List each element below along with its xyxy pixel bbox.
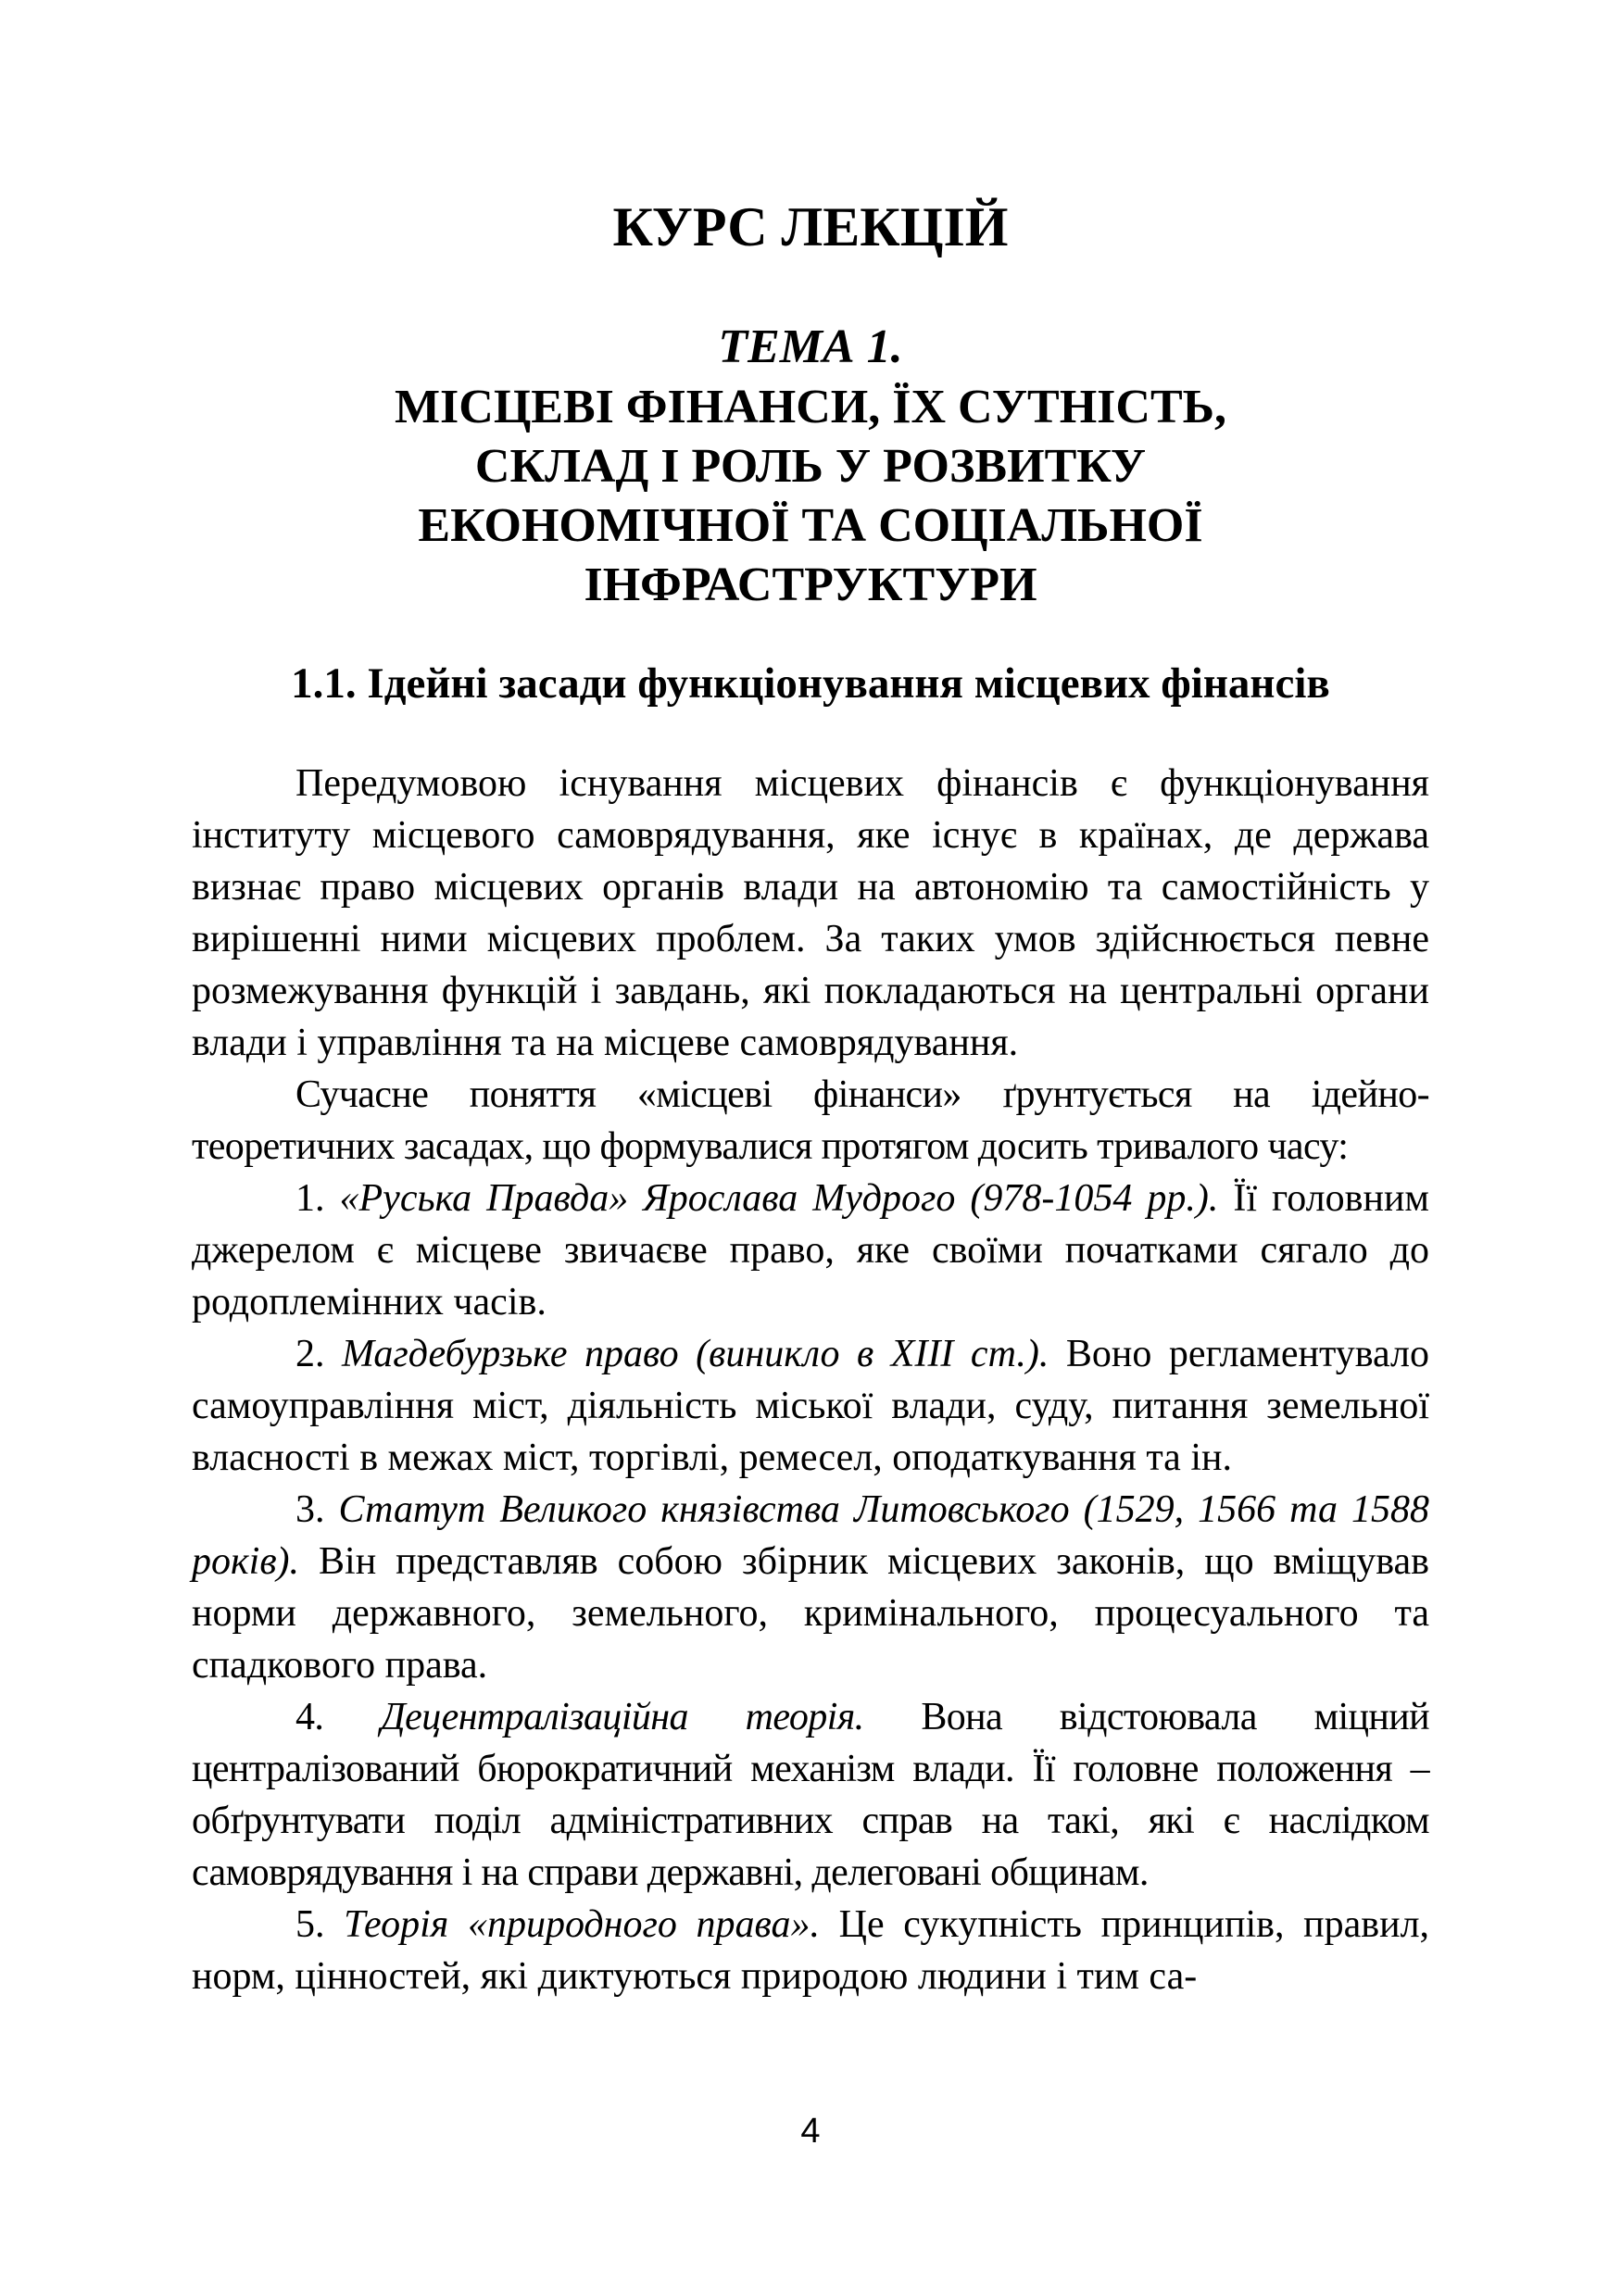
topic-title-line: ЕКОНОМІЧНОЇ ТА СОЦІАЛЬНОЇ	[418, 499, 1203, 552]
item-number: 5.	[295, 1903, 325, 1946]
topic-label: ТЕМА 1.	[718, 320, 903, 373]
course-title: КУРС ЛЕКЦІЙ	[612, 196, 1009, 257]
section-heading: 1.1. Ідейні засади функціонування місцевих фінансів	[291, 659, 1330, 708]
item-number: 2.	[295, 1333, 325, 1375]
item-text: Він представляв собою збірник місцевих законів, що вміщував норми державного, земельного, кримінального, процесуального та спадкового права.	[192, 1540, 1429, 1687]
intro-paragraph: Передумовою існування місцевих фінансів є функціонування інституту місцевого самоврядування, яке існує в країнах, де держава визнає право місцевих органів влади на автономію та самостійність у вирішенні ними місцевих проблем. За таких умов здійснюється певне розмежування функцій і завдань, які покладаються на центральні органи влади і управління та на місцеве самоврядування.	[192, 762, 1429, 1064]
item-number: 4.	[295, 1696, 324, 1738]
item-title: «Руська Правда» Ярослава Мудрого (978-1054 рр.).	[339, 1177, 1219, 1220]
list-item	[192, 1173, 1429, 1328]
item-text: Її головним джерелом є місцеве звичаєве право, яке своїми початками сягало до родоплемінних часів.	[192, 1177, 1429, 1324]
item-number: 3.	[295, 1488, 325, 1531]
item-title: Теорія «природного права».	[344, 1903, 820, 1946]
list-item	[192, 1691, 1429, 1899]
topic-title	[0, 378, 1621, 615]
body-text	[192, 758, 1429, 2002]
item-title: Магдебурзьке право (виникло в XIII ст.).	[342, 1333, 1049, 1375]
item-title: Децентралізаційна теорія.	[381, 1696, 864, 1738]
topic-title-line: СКЛАД І РОЛЬ У РОЗВИТКУ	[474, 440, 1147, 493]
list-item	[192, 1328, 1429, 1484]
page-number: 4	[800, 2112, 821, 2151]
concept-paragraph: Сучасне поняття «місцеві фінанси» ґрунтується на ідейно-теоретичних засадах, що формувалися протягом досить тривалого часу:	[192, 1073, 1429, 1168]
list-item	[192, 1899, 1429, 2002]
item-title: Статут Великого князівства Литовського (1529, 1566 та 1588 років).	[192, 1488, 1430, 1583]
item-number: 1.	[295, 1177, 325, 1220]
topic-title-line: МІСЦЕВІ ФІНАНСИ, ЇХ СУТНІСТЬ,	[394, 381, 1227, 433]
item-text: Це сукупність принципів, правил, норм, цінностей, які диктуються природою людини і тим са-	[192, 1903, 1430, 1998]
list-item	[192, 1484, 1429, 1691]
topic-title-line: ІНФРАСТРУКТУРИ	[584, 558, 1037, 611]
item-text: Воно регламентувало самоуправління міст, діяльність міської влади, суду, питання земельної власності в межах міст, торгівлі, ремесел, оподаткування та ін.	[192, 1333, 1430, 1479]
item-text: Вона відстоювала міцний централізований бюрократичний механізм влади. Її головне положення – обґрунтувати поділ адміністративних справ на такі, які є наслідком самоврядування і на справи державні, делеговані общинам.	[192, 1696, 1430, 1894]
